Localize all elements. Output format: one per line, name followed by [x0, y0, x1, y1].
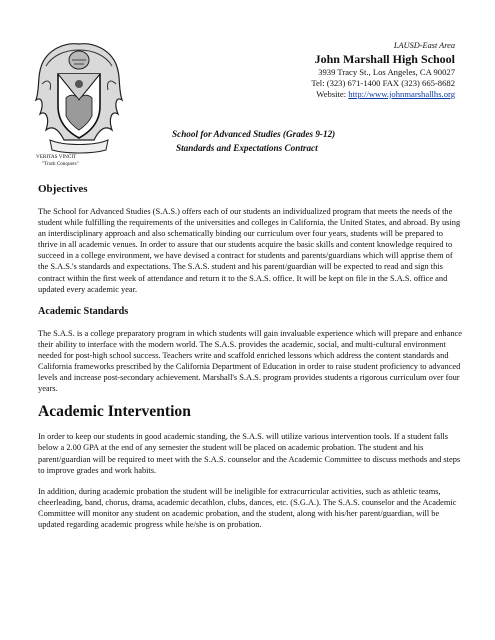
document-body: [38, 182, 462, 530]
objectives-heading: Objectives: [38, 183, 88, 195]
contract-title-line1: School for Advanced Studies (Grades 9-12): [172, 129, 336, 139]
letterhead: [311, 40, 455, 100]
academic-intervention-paragraph-2: In addition, during academic probation the student will be ineligible for extracurricular activities, such as athletic teams, cheerleading, band, chorus, drama, academic decathlon, clubs, dances, etc. (S.G.A.). The S.A.S. counselor and the Academic Committee will monitor any student on academic probation, and the student, along with his/her parent/guardian, will be updated regarding academic progress while he/she is on probation.: [38, 486, 457, 529]
school-name: John Marshall High School: [314, 52, 455, 66]
school-website: [311, 89, 455, 100]
academic-intervention-paragraph-1: In order to keep our students in good academic standing, the S.A.S. will utilize various intervention tools. If a student falls below a 2.00 GPA at the end of any semester the student will be placed on academic probation. The student and his parent/guardian will be required to meet with the S.A.S. counselor and the Academic Committee to discuss methods and steps to improve grades and work habits.: [38, 432, 461, 475]
district-label: LAUSD-East Area: [393, 41, 455, 50]
contract-title-line2: Standards and Expectations Contract: [176, 143, 318, 153]
academic-standards-heading: Academic Standards: [38, 305, 129, 317]
academic-intervention-heading: Academic Intervention: [38, 403, 191, 421]
website-link[interactable]: http://www.johnmarshallhs.org: [348, 89, 455, 99]
contract-title: [172, 127, 335, 155]
school-phone-fax: Tel: (323) 671-1400 FAX (323) 665-8682: [311, 78, 455, 88]
motto-latin: VERITAS VINCIT: [36, 154, 77, 160]
academic-standards-text: The S.A.S. is a college preparatory program in which students will gain invaluable experience which will prepare and enhance their ability to interface with the modern world. The S.A.S. provides the academic, social, and multi-cultural environment needed for post-high school success. Teachers write and scaffold enriched lessons which address the content standards and California frameworks prescribed by the California Department of Education in order to raise student proficiency to advanced levels and increase post-secondary achievement. Marshall's S.A.S. program provides students a rigorous curriculum over four years.: [38, 328, 462, 394]
website-label: Website:: [316, 89, 349, 99]
crest-motto: [34, 154, 126, 168]
motto-english: "Truth Conquers": [42, 161, 79, 167]
school-address: 3939 Tracy St., Los Angeles, CA 90027: [318, 67, 455, 77]
school-crest-logo: [34, 40, 124, 158]
objectives-text: The School for Advanced Studies (S.A.S.) offers each of our students an individualized program that meets the needs of the student while fulfilling the requirements of the universities and colleges in California, the United States, and abroad. By using an interdisciplinary approach and also schematically binding our curriculum over four years, students will be prepared to thrive in all academic venues. In order to assure that our students acquire the basic skills and content knowledge required to succeed in a college environment, we have devised a contract for students and parents/guardians which will apprise them of the S.A.S.'s standards and expectations. The S.A.S. student and his parent/guardian will be expected to read and sign this contract within the first week of attendance and return it to the S.A.S. office. It will be kept on file in the S.A.S. office and updated every academic year.: [38, 207, 461, 294]
